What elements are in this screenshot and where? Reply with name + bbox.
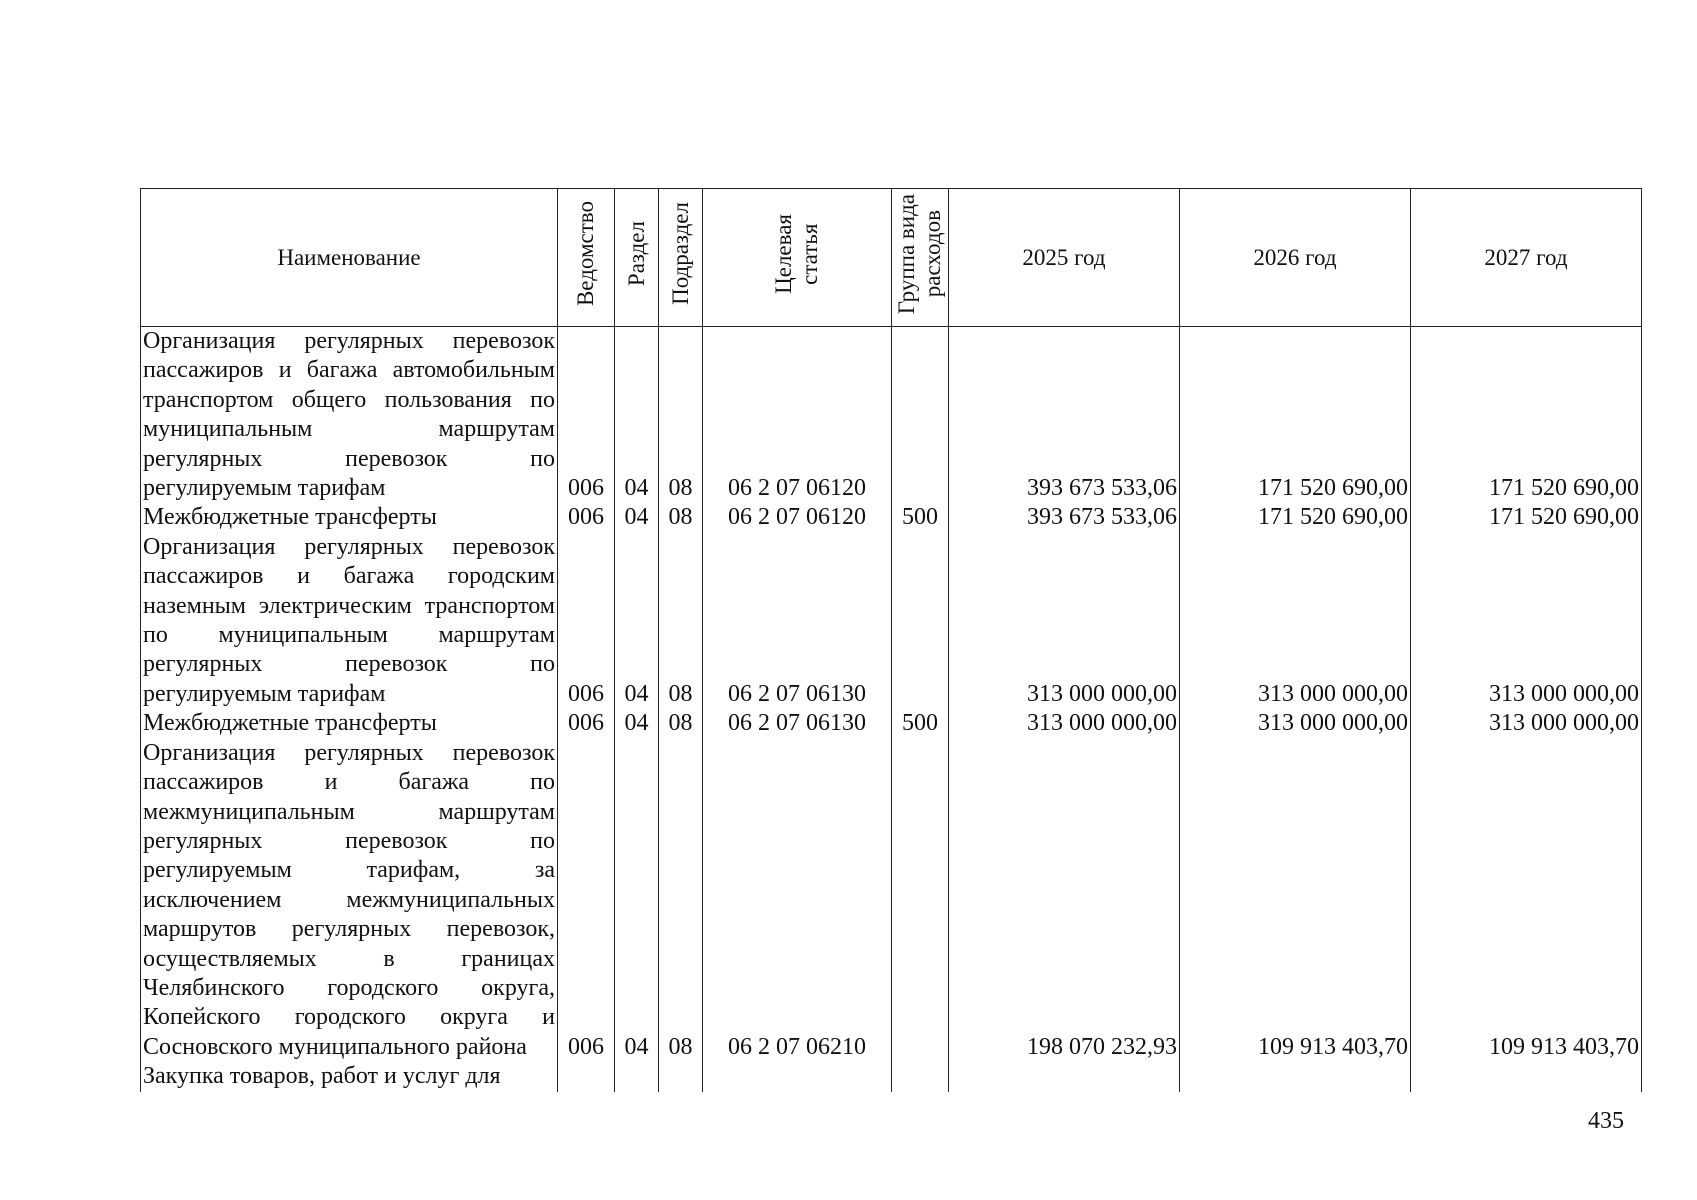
- row-amount-2027: 171 520 690,00: [1411, 327, 1642, 504]
- row-amount-2025: [949, 1062, 1180, 1091]
- row-target-article: 06 2 07 06120: [703, 327, 892, 504]
- row-section: 04: [615, 533, 659, 709]
- row-amount-2025: 198 070 232,93: [949, 739, 1180, 1062]
- row-expense-group: [892, 739, 949, 1062]
- header-year-2026: 2026 год: [1180, 189, 1411, 327]
- header-year-2025: 2025 год: [949, 189, 1180, 327]
- row-section: 04: [615, 739, 659, 1062]
- row-department: 006: [558, 327, 615, 504]
- row-expense-group: [892, 327, 949, 504]
- row-amount-2027: 313 000 000,00: [1411, 533, 1642, 709]
- row-name: Межбюджетные трансферты: [141, 503, 558, 532]
- row-target-article: 06 2 07 06120: [703, 503, 892, 532]
- row-amount-2025: 393 673 533,06: [949, 503, 1180, 532]
- table-row-continued: [141, 1062, 1642, 1091]
- header-expense-group: Группа вида расходов: [892, 189, 949, 327]
- row-department: 006: [558, 533, 615, 709]
- table-row: [141, 327, 1642, 504]
- table-row: [141, 709, 1642, 738]
- table-row: [141, 739, 1642, 1062]
- row-amount-2025: 313 000 000,00: [949, 709, 1180, 738]
- row-subsection: [659, 1062, 703, 1091]
- row-amount-2026: 171 520 690,00: [1180, 503, 1411, 532]
- row-department: [558, 1062, 615, 1091]
- row-target-article: 06 2 07 06130: [703, 533, 892, 709]
- row-subsection: 08: [659, 739, 703, 1062]
- row-section: [615, 1062, 659, 1091]
- row-target-article: 06 2 07 06130: [703, 709, 892, 738]
- row-name: Организация регулярных перевозок пассажиров и багажа по межмуниципальным маршрутам регулярных перевозок по регулируемым тарифам, за исключением межмуниципальных маршрутов регулярных перевозок, осуществляемых в границах Челябинского городского округа, Копейского городского округа и Сосновского муниципального района: [141, 739, 558, 1062]
- header-section: Раздел: [615, 189, 659, 327]
- row-section: 04: [615, 503, 659, 532]
- table-row: [141, 533, 1642, 709]
- row-amount-2027: 313 000 000,00: [1411, 709, 1642, 738]
- row-amount-2025: 393 673 533,06: [949, 327, 1180, 504]
- header-target-article: Целевая статья: [703, 189, 892, 327]
- row-expense-group: 500: [892, 503, 949, 532]
- row-name: Организация регулярных перевозок пассажиров и багажа автомобильным транспортом общего пользования по муниципальным маршрутам регулярных перевозок по регулируемым тарифам: [141, 327, 558, 504]
- row-subsection: 08: [659, 533, 703, 709]
- row-amount-2027: [1411, 1062, 1642, 1091]
- row-name: Закупка товаров, работ и услуг для: [141, 1062, 558, 1091]
- row-department: 006: [558, 709, 615, 738]
- row-amount-2027: 109 913 403,70: [1411, 739, 1642, 1062]
- row-subsection: 08: [659, 709, 703, 738]
- header-name: Наименование: [141, 189, 558, 327]
- row-amount-2026: 171 520 690,00: [1180, 327, 1411, 504]
- row-section: 04: [615, 709, 659, 738]
- budget-table: [140, 188, 1642, 1092]
- row-amount-2026: 313 000 000,00: [1180, 709, 1411, 738]
- row-amount-2026: [1180, 1062, 1411, 1091]
- row-target-article: [703, 1062, 892, 1091]
- row-department: 006: [558, 503, 615, 532]
- header-subsection: Подраздел: [659, 189, 703, 327]
- table-header-row: [141, 189, 1642, 327]
- row-name: Организация регулярных перевозок пассажиров и багажа городским наземным электрическим транспортом по муниципальным маршрутам регулярных перевозок по регулируемым тарифам: [141, 533, 558, 709]
- row-expense-group: 500: [892, 709, 949, 738]
- page-number: 435: [1588, 1108, 1624, 1134]
- row-name: Межбюджетные трансферты: [141, 709, 558, 738]
- row-amount-2026: 313 000 000,00: [1180, 533, 1411, 709]
- row-section: 04: [615, 327, 659, 504]
- row-amount-2027: 171 520 690,00: [1411, 503, 1642, 532]
- row-expense-group: [892, 1062, 949, 1091]
- row-target-article: 06 2 07 06210: [703, 739, 892, 1062]
- row-expense-group: [892, 533, 949, 709]
- header-year-2027: 2027 год: [1411, 189, 1642, 327]
- row-amount-2026: 109 913 403,70: [1180, 739, 1411, 1062]
- row-subsection: 08: [659, 503, 703, 532]
- row-subsection: 08: [659, 327, 703, 504]
- table-row: [141, 503, 1642, 532]
- header-department: Ведомство: [558, 189, 615, 327]
- row-department: 006: [558, 739, 615, 1062]
- row-amount-2025: 313 000 000,00: [949, 533, 1180, 709]
